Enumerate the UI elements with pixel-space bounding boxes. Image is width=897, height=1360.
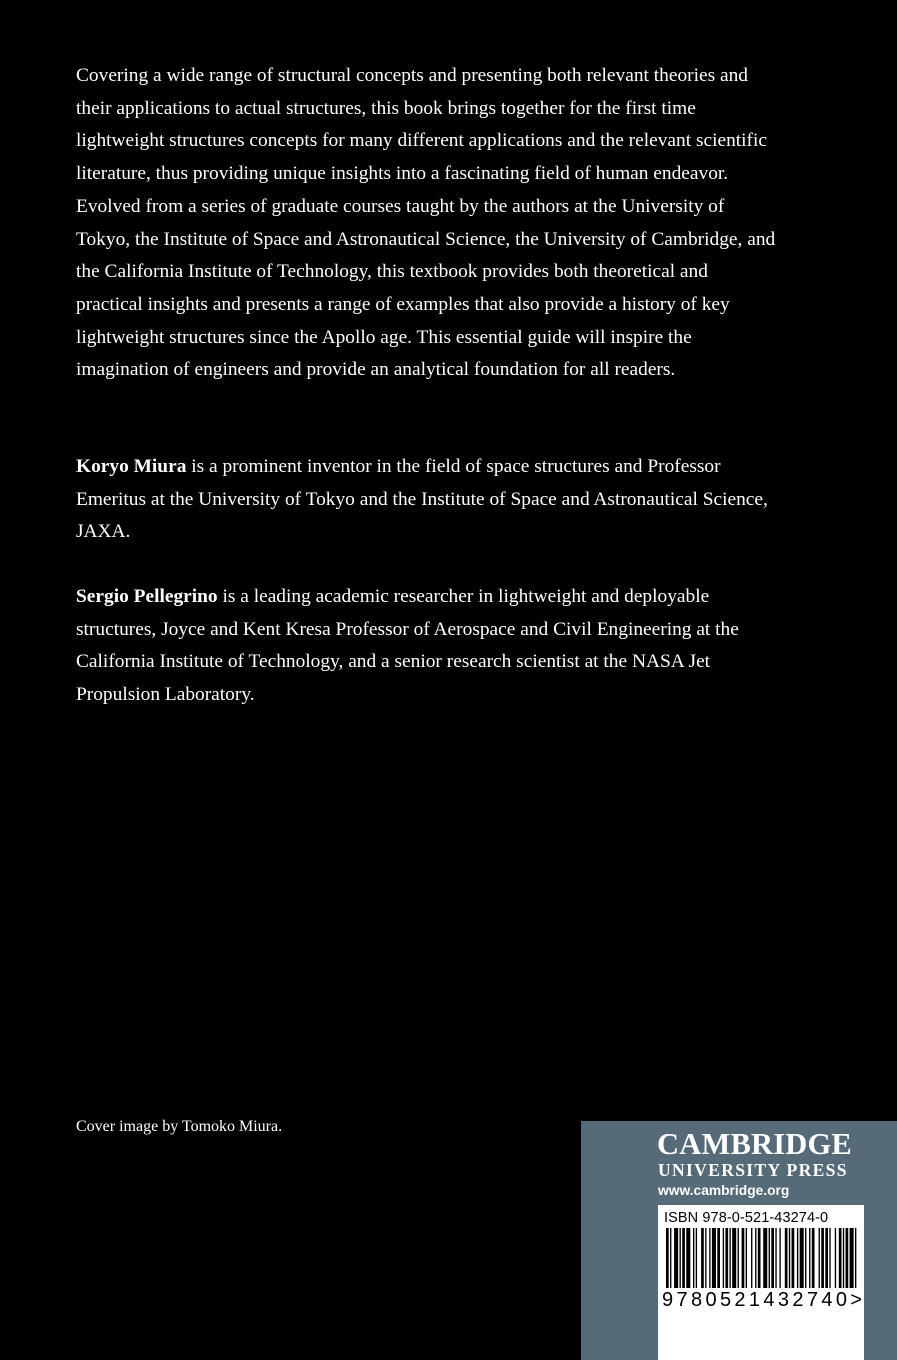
- barcode-bar: [705, 1228, 706, 1288]
- publisher-panel: [581, 1121, 897, 1360]
- barcode-bar: [769, 1228, 770, 1288]
- barcode-bar: [771, 1228, 774, 1288]
- barcode-bar: [763, 1228, 767, 1288]
- barcode-bar: [680, 1228, 681, 1288]
- barcode-bar: [755, 1228, 756, 1288]
- barcode-bar: [696, 1228, 697, 1288]
- barcode-bar: [821, 1228, 824, 1288]
- author-name: Sergio Pellegrino: [76, 586, 218, 607]
- barcode-bar: [751, 1228, 752, 1288]
- barcode-bar: [746, 1228, 747, 1288]
- author-bio-pellegrino: [76, 581, 776, 712]
- barcode-label: [658, 1205, 864, 1360]
- cover-image-credit: Cover image by Tomoko Miura.: [76, 1118, 283, 1135]
- barcode-bar: [792, 1228, 795, 1288]
- barcode-digit: 0: [835, 1289, 847, 1311]
- barcode-digit: 1: [748, 1289, 761, 1311]
- barcode-digit: 4: [821, 1289, 833, 1311]
- barcode-bar: [682, 1228, 685, 1288]
- barcode-bar: [835, 1228, 836, 1288]
- barcode-bar: [812, 1228, 815, 1288]
- barcode-bar: [693, 1228, 694, 1288]
- barcode-bar: [686, 1228, 690, 1288]
- author-bio-text: is a leading academic researcher in lightweight and deployable structures, Joyce and Kent Kresa Professor of Aerospace and Civil Engineering at the California Institute of Technology, and a senior research scientist at the NASA Jet Propulsion Laboratory.: [76, 586, 739, 706]
- barcode-bar: [789, 1228, 790, 1288]
- barcode-icon: [658, 1228, 864, 1290]
- book-description: Covering a wide range of structural concepts and presenting both relevant theories and their applications to actual structures, this book brings together for the first time lightweight structures concepts for many different applications and the relevant scientific literature, thus providing unique insights into a fascinating field of human endeavor. Evolved from a series of graduate courses taught by the authors at the University of Tokyo, the Institute of Space and Astronautical Science, the University of Cambridge, and the California Institute of Technology, this textbook provides both theoretical and practical insights and presents a range of examples that also provide a history of key lightweight structures since the Apollo age. This essential guide will inspire the imagination of engineers and provide an analytical foundation for all readers.: [76, 65, 776, 381]
- author-bio-miura: [76, 451, 776, 549]
- barcode-bar: [717, 1228, 720, 1288]
- barcode-bar: [670, 1228, 671, 1288]
- barcode-bar: [701, 1228, 704, 1288]
- barcode-bar: [850, 1228, 854, 1288]
- barcode-bar: [729, 1228, 730, 1288]
- author-name: Koryo Miura: [76, 456, 187, 477]
- author-bio-text: is a prominent inventor in the field of space structures and Professor Emeritus at the University of Tokyo and the Institute of Space and Astronautical Science, JAXA.: [76, 456, 768, 543]
- barcode-digit: 2: [734, 1289, 746, 1311]
- barcode-digit: 8: [690, 1289, 703, 1311]
- barcode-bar: [712, 1228, 716, 1288]
- barcode-digits: [662, 1289, 862, 1311]
- barcode-bar: [800, 1228, 804, 1288]
- barcode-bar: [819, 1228, 820, 1288]
- barcode-bar: [779, 1228, 780, 1288]
- barcode-bar: [785, 1228, 788, 1288]
- barcode-bar: [855, 1228, 856, 1288]
- barcode-digit: 5: [719, 1289, 732, 1311]
- barcode-bar: [758, 1228, 761, 1288]
- isbn-text: ISBN 978-0-521-43274-0: [664, 1210, 829, 1226]
- publisher-url[interactable]: www.cambridge.org: [658, 1183, 790, 1198]
- barcode-bar: [674, 1228, 678, 1288]
- barcode-bar: [846, 1228, 849, 1288]
- barcode-bar: [805, 1228, 806, 1288]
- barcode-bar: [742, 1228, 745, 1288]
- barcode-bar: [732, 1228, 736, 1288]
- barcode-digit: >: [850, 1289, 862, 1311]
- publisher-name: CAMBRIDGE: [657, 1127, 852, 1161]
- barcode-bar: [829, 1228, 830, 1288]
- barcode-digit: 7: [676, 1289, 688, 1311]
- barcode-bar: [843, 1228, 844, 1288]
- barcode-bar: [825, 1228, 828, 1288]
- barcode-bar: [666, 1228, 669, 1288]
- barcode-digit: 0: [705, 1289, 717, 1311]
- barcode-digit: 4: [763, 1289, 775, 1311]
- barcode-bar: [738, 1228, 739, 1288]
- barcode-bar: [797, 1228, 798, 1288]
- barcode-bar: [775, 1228, 776, 1288]
- publisher-subtitle: UNIVERSITY PRESS: [658, 1160, 848, 1180]
- barcode-bar: [725, 1228, 728, 1288]
- barcode-bar: [709, 1228, 710, 1288]
- barcode-bar: [839, 1228, 842, 1288]
- barcode-digit: 2: [792, 1289, 804, 1311]
- barcode-bar: [809, 1228, 810, 1288]
- barcode-digit: 7: [806, 1289, 818, 1311]
- barcode-digit: 9: [662, 1289, 674, 1311]
- barcode-bar: [723, 1228, 724, 1288]
- barcode-digit: 3: [777, 1289, 789, 1311]
